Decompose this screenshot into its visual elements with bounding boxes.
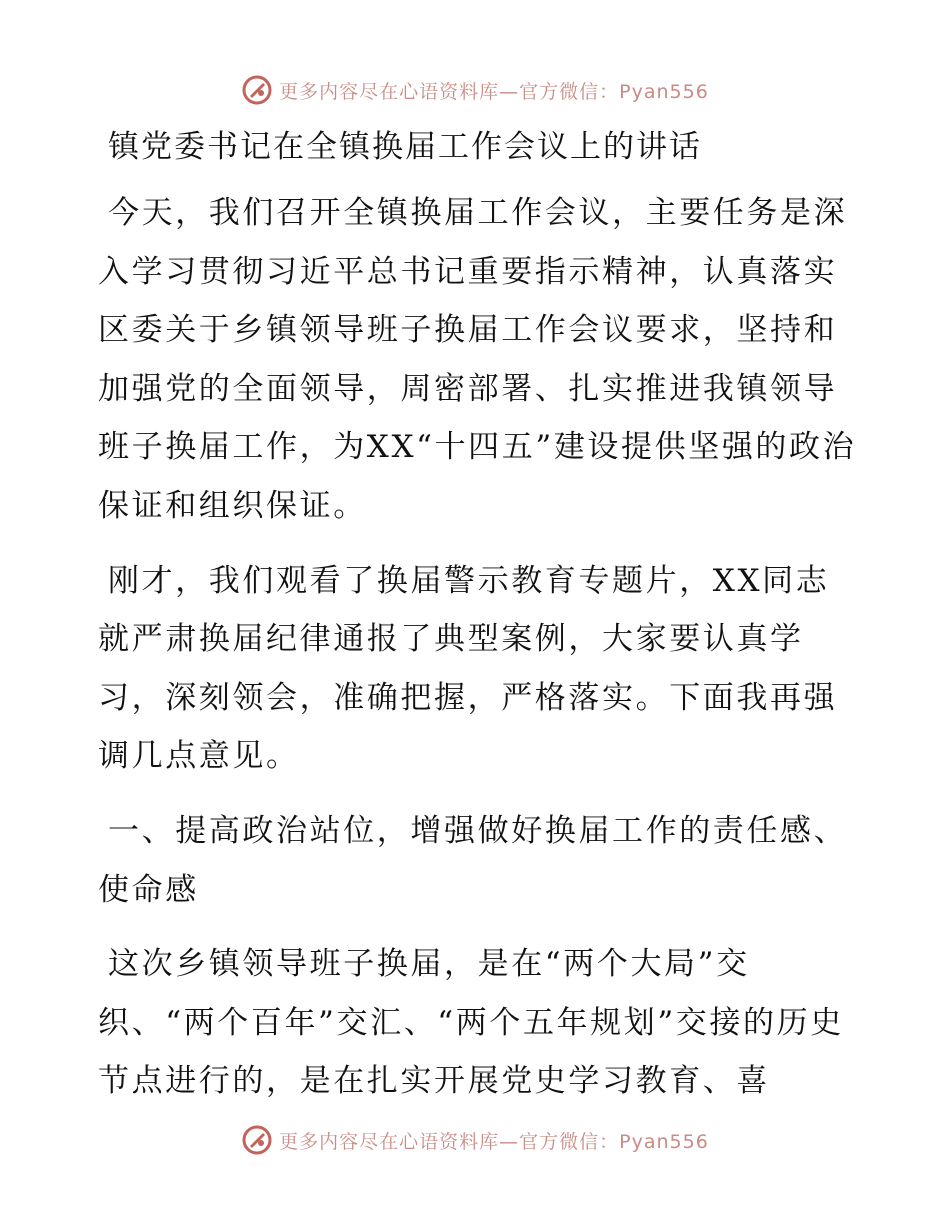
- section-heading: 一、提高政治站位，增强做好换届工作的责任感、使命感: [98, 812, 848, 908]
- wechat-id: Pyan556: [619, 1130, 709, 1153]
- quill-seal-logo-icon: [241, 1124, 273, 1156]
- quill-seal-logo-icon: [241, 74, 273, 106]
- wechat-id: Pyan556: [619, 80, 709, 103]
- document-title: 镇党委书记在全镇换届工作会议上的讲话: [108, 129, 702, 165]
- header-watermark-banner: [0, 70, 950, 110]
- watermark-text: 更多内容尽在心语资料库—官方微信：Pyan556: [279, 1130, 709, 1153]
- document-body: [98, 118, 858, 1127]
- watermark-text: 更多内容尽在心语资料库—官方微信：Pyan556: [279, 80, 709, 103]
- paragraph: 这次乡镇领导班子换届，是在“两个大局”交织、“两个百年”交汇、“两个五年规划”交接的历史节点进行的，是在扎实开展党史学习教育、喜: [98, 946, 844, 1100]
- footer-watermark-banner: [0, 1120, 950, 1160]
- paragraph: 今天，我们召开全镇换届工作会议，主要任务是深入学习贯彻习近平总书记重要指示精神，认真落实区委关于乡镇领导班子换届工作会议要求，坚持和加强党的全面领导，周密部署、扎实推进我镇领导班子换届工作，为XX“十四五”建设提供坚强的政治保证和组织保证。: [98, 195, 857, 524]
- paragraph: 刚才，我们观看了换届警示教育专题片，XX同志就严肃换届纪律通报了典型案例，大家要认真学习，深刻领会，准确把握，严格落实。下面我再强调几点意见。: [98, 562, 838, 775]
